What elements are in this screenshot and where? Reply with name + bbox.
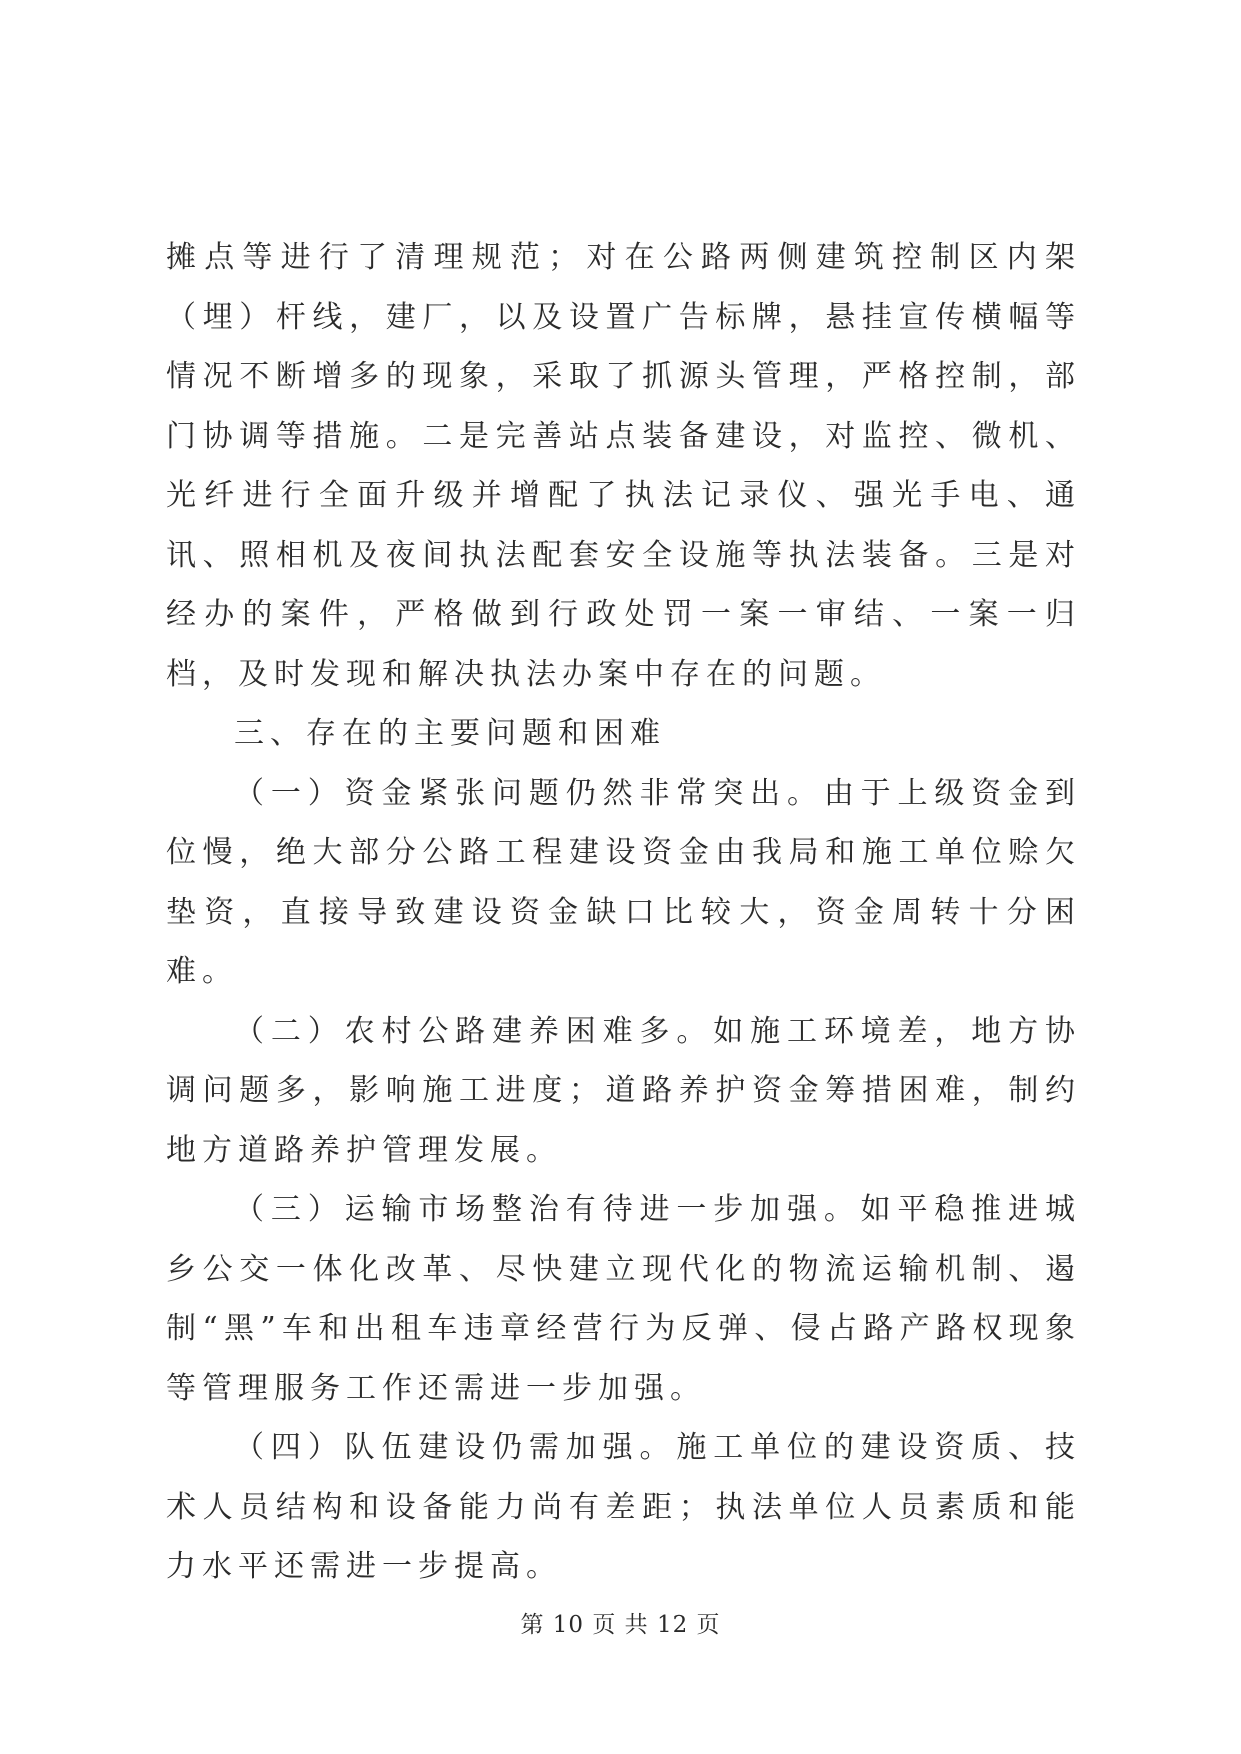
paragraph-item-3: （三）运输市场整治有待进一步加强。如平稳推进城乡公交一体化改革、尽快建立现代化的物流运输机制、遏制“黑”车和出租车违章经营行为反弹、侵占路产路权现象等管理服务工作还需进一步加强。 bbox=[166, 1192, 1081, 1406]
document-body bbox=[166, 228, 1081, 1597]
paragraph-item-2: （二）农村公路建养困难多。如施工环境差，地方协调问题多，影响施工进度；道路养护资金筹措困难，制约地方道路养护管理发展。 bbox=[166, 1013, 1081, 1168]
page-number-footer: 第 10 页 共 12 页 bbox=[520, 1612, 721, 1638]
section-heading: 三、存在的主要问题和困难 bbox=[234, 716, 666, 751]
paragraph-item-1: （一）资金紧张问题仍然非常突出。由于上级资金到位慢，绝大部分公路工程建设资金由我局和施工单位赊欠垫资，直接导致建设资金缺口比较大，资金周转十分困难。 bbox=[166, 775, 1081, 989]
paragraph-item-4: （四）队伍建设仍需加强。施工单位的建设资质、技术人员结构和设备能力尚有差距；执法单位人员素质和能力水平还需进一步提高。 bbox=[166, 1430, 1081, 1584]
paragraph-continuation: 摊点等进行了清理规范；对在公路两侧建筑控制区内架（埋）杆线，建厂，以及设置广告标牌，悬挂宣传横幅等情况不断增多的现象，采取了抓源头管理，严格控制，部门协调等措施。二是完善站点装备建设，对监控、微机、光纤进行全面升级并增配了执法记录仪、强光手电、通讯、照相机及夜间执法配套安全设施等执法装备。三是对经办的案件，严格做到行政处罚一案一审结、一案一归档，及时发现和解决执法办案中存在的问题。 bbox=[166, 240, 1081, 692]
